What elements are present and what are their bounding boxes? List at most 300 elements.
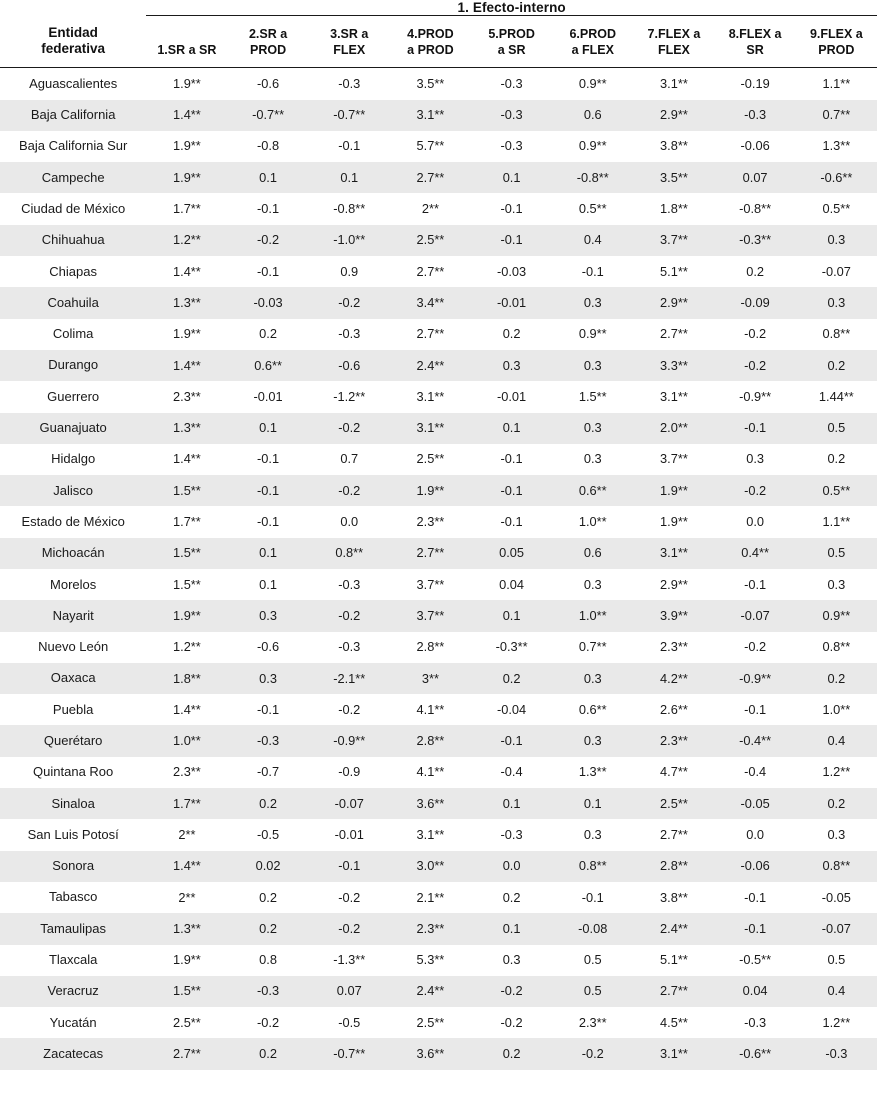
- row-value-cell: 1.4**: [146, 100, 227, 131]
- column-header-2-line2: PROD: [250, 42, 287, 57]
- row-value-cell: 3.6**: [390, 788, 471, 819]
- row-value-cell: 2.8**: [390, 725, 471, 756]
- row-value-cell: -0.9**: [739, 388, 772, 404]
- row-value-cell: 0.07: [715, 162, 796, 193]
- row-value-cell: 0.5**: [796, 475, 877, 506]
- table-row: [0, 1007, 877, 1038]
- row-value-cell: 0.5: [796, 538, 877, 569]
- row-value-cell: 2.5**: [390, 225, 471, 256]
- row-value-cell: 0.7**: [578, 639, 607, 655]
- row-value-cell: 0.1: [227, 413, 308, 444]
- column-header-6: [552, 16, 633, 68]
- row-value-cell: 1.9**: [146, 162, 227, 193]
- row-value-cell: 3.1**: [660, 388, 688, 404]
- table-row: [0, 475, 877, 506]
- row-value-cell: 0.8**: [309, 538, 390, 569]
- row-value-cell: 1.9**: [390, 475, 471, 506]
- row-value-cell: 5.3**: [416, 952, 445, 968]
- row-entity-label: Durango: [0, 350, 146, 381]
- row-value-cell: -0.3: [338, 576, 361, 592]
- row-value-cell: 1.3**: [578, 764, 607, 780]
- row-value-cell: 4.1**: [416, 701, 445, 717]
- row-entity-label: Aguascalientes: [29, 75, 118, 91]
- row-value-cell: -0.05: [821, 889, 851, 905]
- column-header-row: [0, 16, 877, 68]
- table-row: [0, 68, 877, 100]
- table-row: [0, 225, 877, 256]
- row-value-cell: 2.5**: [633, 788, 714, 819]
- row-entity-label: Tlaxcala: [48, 952, 98, 968]
- row-value-cell: 0.0: [746, 826, 764, 842]
- table-row: [0, 757, 877, 788]
- row-entity-label: Colima: [52, 326, 94, 342]
- row-value-cell: 0.3: [552, 663, 633, 694]
- column-header-3-line2: FLEX: [333, 42, 366, 57]
- row-value-cell: 2.6**: [660, 701, 688, 717]
- column-header-entidad: [0, 16, 146, 68]
- row-value-cell: 2.3**: [578, 1014, 607, 1030]
- row-value-cell: -0.06: [715, 851, 796, 882]
- row-value-cell: -0.6: [309, 350, 390, 381]
- table-row: [0, 413, 877, 444]
- row-entity-label: Morelos: [50, 576, 97, 592]
- column-header-8-line2: SR: [746, 42, 764, 57]
- row-value-cell: 0.1: [227, 162, 308, 193]
- table-head: [0, 0, 877, 68]
- table-row: [0, 945, 877, 976]
- row-value-cell: 0.1: [471, 788, 552, 819]
- row-value-cell: 3.7**: [660, 451, 688, 467]
- row-value-cell: 0.2: [471, 1038, 552, 1069]
- row-value-cell: 0.1: [227, 538, 308, 569]
- row-entity-label: Michoacán: [0, 538, 146, 569]
- row-entity-label: Campeche: [0, 162, 146, 193]
- row-value-cell: 0.0: [340, 514, 359, 530]
- column-header-3: [309, 16, 390, 68]
- row-value-cell: 1.0**: [146, 725, 227, 756]
- row-value-cell: 0.04: [499, 576, 525, 592]
- row-value-cell: 0.9**: [796, 600, 877, 631]
- row-value-cell: -0.3: [338, 326, 361, 342]
- table-row: [0, 162, 877, 193]
- row-value-cell: 0.5: [552, 976, 633, 1007]
- row-value-cell: -0.2: [500, 1014, 523, 1030]
- row-value-cell: 0.6: [552, 100, 633, 131]
- row-value-cell: 3.1**: [390, 100, 471, 131]
- row-value-cell: 0.5: [827, 952, 846, 968]
- row-value-cell: -0.2: [471, 976, 552, 1007]
- row-value-cell: 4.5**: [660, 1014, 688, 1030]
- row-value-cell: 0.2: [227, 1038, 308, 1069]
- row-value-cell: 1.0**: [552, 600, 633, 631]
- row-value-cell: 0.0: [746, 514, 764, 530]
- row-value-cell: 3.7**: [390, 600, 471, 631]
- group-header-spacer: [0, 0, 146, 15]
- row-value-cell: -0.1: [257, 451, 280, 467]
- row-entity-label: Chihuahua: [0, 225, 146, 256]
- row-entity-label: Coahuila: [0, 287, 146, 318]
- column-header-5-line2: a SR: [497, 42, 526, 57]
- row-value-cell: 0.2: [746, 263, 764, 279]
- row-entity-label: Oaxaca: [0, 663, 146, 694]
- row-value-cell: 0.04: [715, 976, 796, 1007]
- row-value-cell: -0.1: [471, 225, 552, 256]
- row-value-cell: -0.2: [715, 350, 796, 381]
- entidad-line2: federativa: [41, 41, 106, 57]
- row-value-cell: 0.9: [340, 263, 359, 279]
- row-value-cell: 1.0**: [578, 514, 607, 530]
- row-value-cell: -0.1: [257, 514, 280, 530]
- row-value-cell: -0.03: [227, 287, 308, 318]
- row-value-cell: 5.7**: [416, 138, 445, 154]
- row-value-cell: 2.7**: [146, 1038, 227, 1069]
- row-value-cell: 0.3: [796, 287, 877, 318]
- row-value-cell: -0.2: [744, 326, 767, 342]
- row-entity-label: Estado de México: [21, 513, 125, 529]
- row-value-cell: -0.5: [257, 826, 280, 842]
- row-value-cell: -0.07: [821, 263, 851, 279]
- row-value-cell: -0.01: [497, 388, 527, 404]
- row-value-cell: -0.7**: [227, 100, 308, 131]
- table-row: [0, 131, 877, 162]
- row-value-cell: 2.7**: [416, 326, 445, 342]
- column-header-9: [796, 16, 877, 68]
- row-value-cell: -0.2: [309, 287, 390, 318]
- row-value-cell: 0.3: [583, 451, 602, 467]
- table-row: [0, 256, 877, 287]
- column-header-1: [146, 16, 227, 68]
- row-value-cell: -0.09: [715, 287, 796, 318]
- row-value-cell: 0.4: [796, 976, 877, 1007]
- row-entity-label: Jalisco: [0, 475, 146, 506]
- row-value-cell: -0.5: [338, 1014, 361, 1030]
- row-value-cell: 1.4**: [146, 350, 227, 381]
- row-value-cell: 0.8**: [822, 326, 851, 342]
- row-value-cell: 0.9**: [578, 138, 607, 154]
- row-value-cell: 0.1: [259, 576, 277, 592]
- row-value-cell: 2.8**: [633, 851, 714, 882]
- row-value-cell: 0.3: [502, 952, 521, 968]
- row-value-cell: 1.2**: [173, 639, 201, 655]
- row-value-cell: 0.3: [796, 225, 877, 256]
- row-value-cell: 0.1: [552, 788, 633, 819]
- row-value-cell: -0.2: [227, 225, 308, 256]
- table-row: [0, 725, 877, 756]
- column-header-6-line2: a FLEX: [571, 42, 614, 57]
- row-value-cell: 1.5**: [146, 538, 227, 569]
- group-header-row: [0, 0, 877, 15]
- row-value-cell: 0.5: [796, 413, 877, 444]
- column-header-7-line1: 7.FLEX a: [647, 27, 701, 41]
- row-value-cell: 2.7**: [633, 976, 714, 1007]
- row-value-cell: 0.2: [502, 889, 521, 905]
- table-row: [0, 538, 877, 569]
- row-value-cell: -0.05: [715, 788, 796, 819]
- row-value-cell: 0.2: [227, 913, 308, 944]
- row-value-cell: -0.3: [471, 100, 552, 131]
- row-value-cell: -0.3: [500, 75, 523, 91]
- row-entity-label: San Luis Potosí: [27, 826, 119, 842]
- row-value-cell: 2.7**: [660, 826, 688, 842]
- table-row: [0, 851, 877, 882]
- row-value-cell: -0.8**: [333, 201, 366, 217]
- column-header-9-line2: PROD: [818, 42, 855, 57]
- row-value-cell: 1.3**: [146, 287, 227, 318]
- table-row: [0, 319, 877, 350]
- row-value-cell: 2**: [178, 889, 196, 905]
- row-entity-label: Tabasco: [48, 889, 98, 905]
- row-value-cell: -0.01: [253, 388, 283, 404]
- row-value-cell: 1.9**: [173, 75, 201, 91]
- row-value-cell: -0.01: [471, 287, 552, 318]
- row-value-cell: -0.8**: [552, 162, 633, 193]
- row-value-cell: 0.3: [583, 576, 602, 592]
- row-value-cell: -0.1: [309, 851, 390, 882]
- row-value-cell: -0.1: [715, 913, 796, 944]
- row-entity-label: Ciudad de México: [21, 200, 126, 216]
- row-value-cell: 0.1: [471, 162, 552, 193]
- row-value-cell: -0.1: [581, 889, 604, 905]
- row-value-cell: 2.3**: [416, 514, 445, 530]
- table-row: [0, 350, 877, 381]
- row-value-cell: 2.3**: [660, 639, 688, 655]
- column-header-7-line2: FLEX: [657, 42, 690, 57]
- row-value-cell: 1.9**: [633, 475, 714, 506]
- row-value-cell: -0.2: [744, 639, 767, 655]
- row-value-cell: 3.0**: [390, 851, 471, 882]
- row-value-cell: -0.1: [227, 475, 308, 506]
- row-value-cell: 2.3**: [633, 725, 714, 756]
- row-value-cell: 2.9**: [660, 576, 688, 592]
- row-value-cell: 1.4**: [146, 851, 227, 882]
- row-value-cell: 1.5**: [173, 576, 201, 592]
- row-value-cell: 3.4**: [390, 287, 471, 318]
- table-row: [0, 381, 877, 412]
- row-value-cell: 1.3**: [822, 138, 851, 154]
- row-value-cell: -0.4: [744, 764, 767, 780]
- row-value-cell: -0.07: [309, 788, 390, 819]
- row-value-cell: -0.1: [744, 701, 767, 717]
- row-value-cell: 2**: [421, 201, 439, 217]
- row-value-cell: -0.3**: [495, 639, 528, 655]
- row-value-cell: -0.1: [338, 138, 361, 154]
- row-value-cell: -0.7: [257, 764, 280, 780]
- row-value-cell: -0.2: [715, 475, 796, 506]
- row-value-cell: 1.3**: [146, 913, 227, 944]
- row-value-cell: 0.05: [471, 538, 552, 569]
- row-value-cell: 3.3**: [633, 350, 714, 381]
- row-value-cell: -0.08: [552, 913, 633, 944]
- row-value-cell: -0.8: [257, 138, 280, 154]
- row-value-cell: 0.8: [259, 952, 277, 968]
- row-value-cell: 0.2: [259, 889, 277, 905]
- row-value-cell: -0.1: [744, 889, 767, 905]
- row-value-cell: 0.07: [309, 976, 390, 1007]
- row-value-cell: -0.4: [500, 764, 523, 780]
- row-entity-label: Querétaro: [0, 725, 146, 756]
- row-value-cell: 2.7**: [416, 263, 445, 279]
- table-row: [0, 444, 877, 475]
- table-row: [0, 287, 877, 318]
- row-value-cell: -0.1: [257, 263, 280, 279]
- row-value-cell: 3.8**: [660, 138, 688, 154]
- table-body: [0, 68, 877, 1070]
- row-value-cell: 0.7**: [796, 100, 877, 131]
- row-value-cell: 0.1: [309, 162, 390, 193]
- row-value-cell: -1.0**: [309, 225, 390, 256]
- row-value-cell: 0.3: [227, 663, 308, 694]
- row-value-cell: 0.2: [471, 663, 552, 694]
- table-row: [0, 819, 877, 850]
- row-value-cell: 0.3: [552, 725, 633, 756]
- entidad-line1: Entidad: [48, 24, 98, 40]
- row-value-cell: 2.4**: [390, 350, 471, 381]
- row-value-cell: 1.4**: [173, 263, 201, 279]
- row-value-cell: 0.0: [471, 851, 552, 882]
- row-value-cell: 3.6**: [390, 1038, 471, 1069]
- row-value-cell: -0.9**: [309, 725, 390, 756]
- table-row: [0, 976, 877, 1007]
- row-value-cell: 0.6**: [578, 701, 607, 717]
- table-row: [0, 882, 877, 913]
- table-row: [0, 506, 877, 537]
- row-value-cell: -0.06: [740, 138, 770, 154]
- row-value-cell: 1.7**: [146, 788, 227, 819]
- table-row: [0, 569, 877, 600]
- row-value-cell: 0.2: [796, 788, 877, 819]
- row-value-cell: 3.1**: [660, 75, 688, 91]
- row-value-cell: -0.2: [309, 913, 390, 944]
- row-value-cell: 1.1**: [822, 75, 851, 91]
- row-value-cell: 3.7**: [416, 576, 445, 592]
- row-value-cell: 2.5**: [173, 1014, 201, 1030]
- row-value-cell: 3.1**: [390, 413, 471, 444]
- row-value-cell: 1.4**: [173, 701, 201, 717]
- row-value-cell: 3.7**: [633, 225, 714, 256]
- row-value-cell: 2.8**: [416, 639, 445, 655]
- table-row: [0, 913, 877, 944]
- row-value-cell: 2**: [178, 826, 196, 842]
- row-value-cell: 2.9**: [633, 287, 714, 318]
- row-value-cell: 1.9**: [660, 514, 688, 530]
- row-value-cell: -0.1: [581, 263, 604, 279]
- row-value-cell: -0.9**: [715, 663, 796, 694]
- table-row: [0, 193, 877, 224]
- row-value-cell: -0.01: [334, 826, 364, 842]
- column-header-4-line2: a PROD: [407, 42, 454, 57]
- row-value-cell: 2.5**: [416, 451, 445, 467]
- row-value-cell: 1.7**: [173, 201, 201, 217]
- row-value-cell: 1.3**: [146, 413, 227, 444]
- row-value-cell: 0.3: [746, 451, 764, 467]
- row-value-cell: 2.7**: [390, 538, 471, 569]
- row-value-cell: -0.2: [309, 413, 390, 444]
- row-value-cell: 2.7**: [660, 326, 688, 342]
- row-value-cell: -0.3: [796, 1038, 877, 1069]
- row-value-cell: 1.2**: [822, 764, 851, 780]
- row-entity-label: Nayarit: [0, 600, 146, 631]
- row-entity-label: Tamaulipas: [0, 913, 146, 944]
- row-value-cell: -0.3: [500, 826, 523, 842]
- row-value-cell: 2.1**: [416, 889, 445, 905]
- row-value-cell: 4.2**: [633, 663, 714, 694]
- row-value-cell: -0.2: [309, 475, 390, 506]
- row-value-cell: -1.3**: [333, 952, 366, 968]
- row-value-cell: 3.5**: [416, 75, 445, 91]
- row-value-cell: -0.1: [500, 514, 523, 530]
- column-header-9-line1: 9.FLEX a: [809, 27, 863, 41]
- row-value-cell: 1.9**: [173, 138, 201, 154]
- row-value-cell: 5.1**: [660, 263, 688, 279]
- row-value-cell: 0.3: [552, 350, 633, 381]
- row-value-cell: 3.9**: [633, 600, 714, 631]
- row-value-cell: 1.44**: [818, 388, 854, 404]
- row-entity-label: Quintana Roo: [33, 764, 114, 780]
- row-entity-label: Zacatecas: [0, 1038, 146, 1069]
- row-value-cell: 0.8**: [796, 851, 877, 882]
- row-value-cell: 0.3: [552, 287, 633, 318]
- row-value-cell: 2.3**: [173, 764, 201, 780]
- row-value-cell: 0.3: [583, 826, 602, 842]
- row-value-cell: 1.0**: [822, 701, 851, 717]
- row-value-cell: 2.9**: [633, 100, 714, 131]
- row-value-cell: 3.5**: [633, 162, 714, 193]
- row-value-cell: -0.7**: [309, 1038, 390, 1069]
- row-entity-label: Veracruz: [0, 976, 146, 1007]
- column-header-6-line1: 6.PROD: [569, 27, 617, 41]
- row-entity-label: Baja California Sur: [18, 138, 128, 154]
- row-value-cell: 0.7: [340, 451, 359, 467]
- row-entity-label: Baja California: [0, 100, 146, 131]
- row-value-cell: 0.6: [552, 538, 633, 569]
- row-value-cell: -0.3: [227, 725, 308, 756]
- row-value-cell: 1.4**: [173, 451, 201, 467]
- row-value-cell: -0.1: [500, 451, 523, 467]
- row-value-cell: 3.1**: [633, 538, 714, 569]
- row-value-cell: 3.1**: [633, 1038, 714, 1069]
- row-value-cell: -2.1**: [309, 663, 390, 694]
- row-value-cell: -0.8**: [739, 201, 772, 217]
- row-value-cell: 2.4**: [390, 976, 471, 1007]
- table-row: [0, 1038, 877, 1069]
- table-row: [0, 663, 877, 694]
- column-header-5: [471, 16, 552, 68]
- row-value-cell: 1.2**: [822, 1014, 851, 1030]
- row-value-cell: 0.3: [827, 576, 846, 592]
- column-header-5-line1: 5.PROD: [488, 27, 535, 41]
- row-value-cell: 0.9**: [578, 75, 607, 91]
- table-row: [0, 632, 877, 663]
- row-value-cell: 2.4**: [633, 913, 714, 944]
- row-value-cell: 4.7**: [660, 764, 688, 780]
- row-value-cell: 0.4: [552, 225, 633, 256]
- row-entity-label: Puebla: [52, 701, 94, 717]
- row-value-cell: 1.5**: [146, 976, 227, 1007]
- row-value-cell: 1.8**: [660, 201, 688, 217]
- row-value-cell: -0.19: [740, 75, 770, 91]
- row-value-cell: 0.2: [227, 788, 308, 819]
- table-row: [0, 694, 877, 725]
- table-row: [0, 100, 877, 131]
- row-value-cell: 0.2: [827, 451, 846, 467]
- row-value-cell: -0.1: [715, 413, 796, 444]
- column-header-1-line1: 1.SR a SR: [157, 42, 217, 57]
- row-entity-label: Sonora: [0, 851, 146, 882]
- row-value-cell: -0.1: [471, 725, 552, 756]
- row-entity-label: Sinaloa: [0, 788, 146, 819]
- row-value-cell: -0.07: [796, 913, 877, 944]
- row-value-cell: -0.3: [227, 976, 308, 1007]
